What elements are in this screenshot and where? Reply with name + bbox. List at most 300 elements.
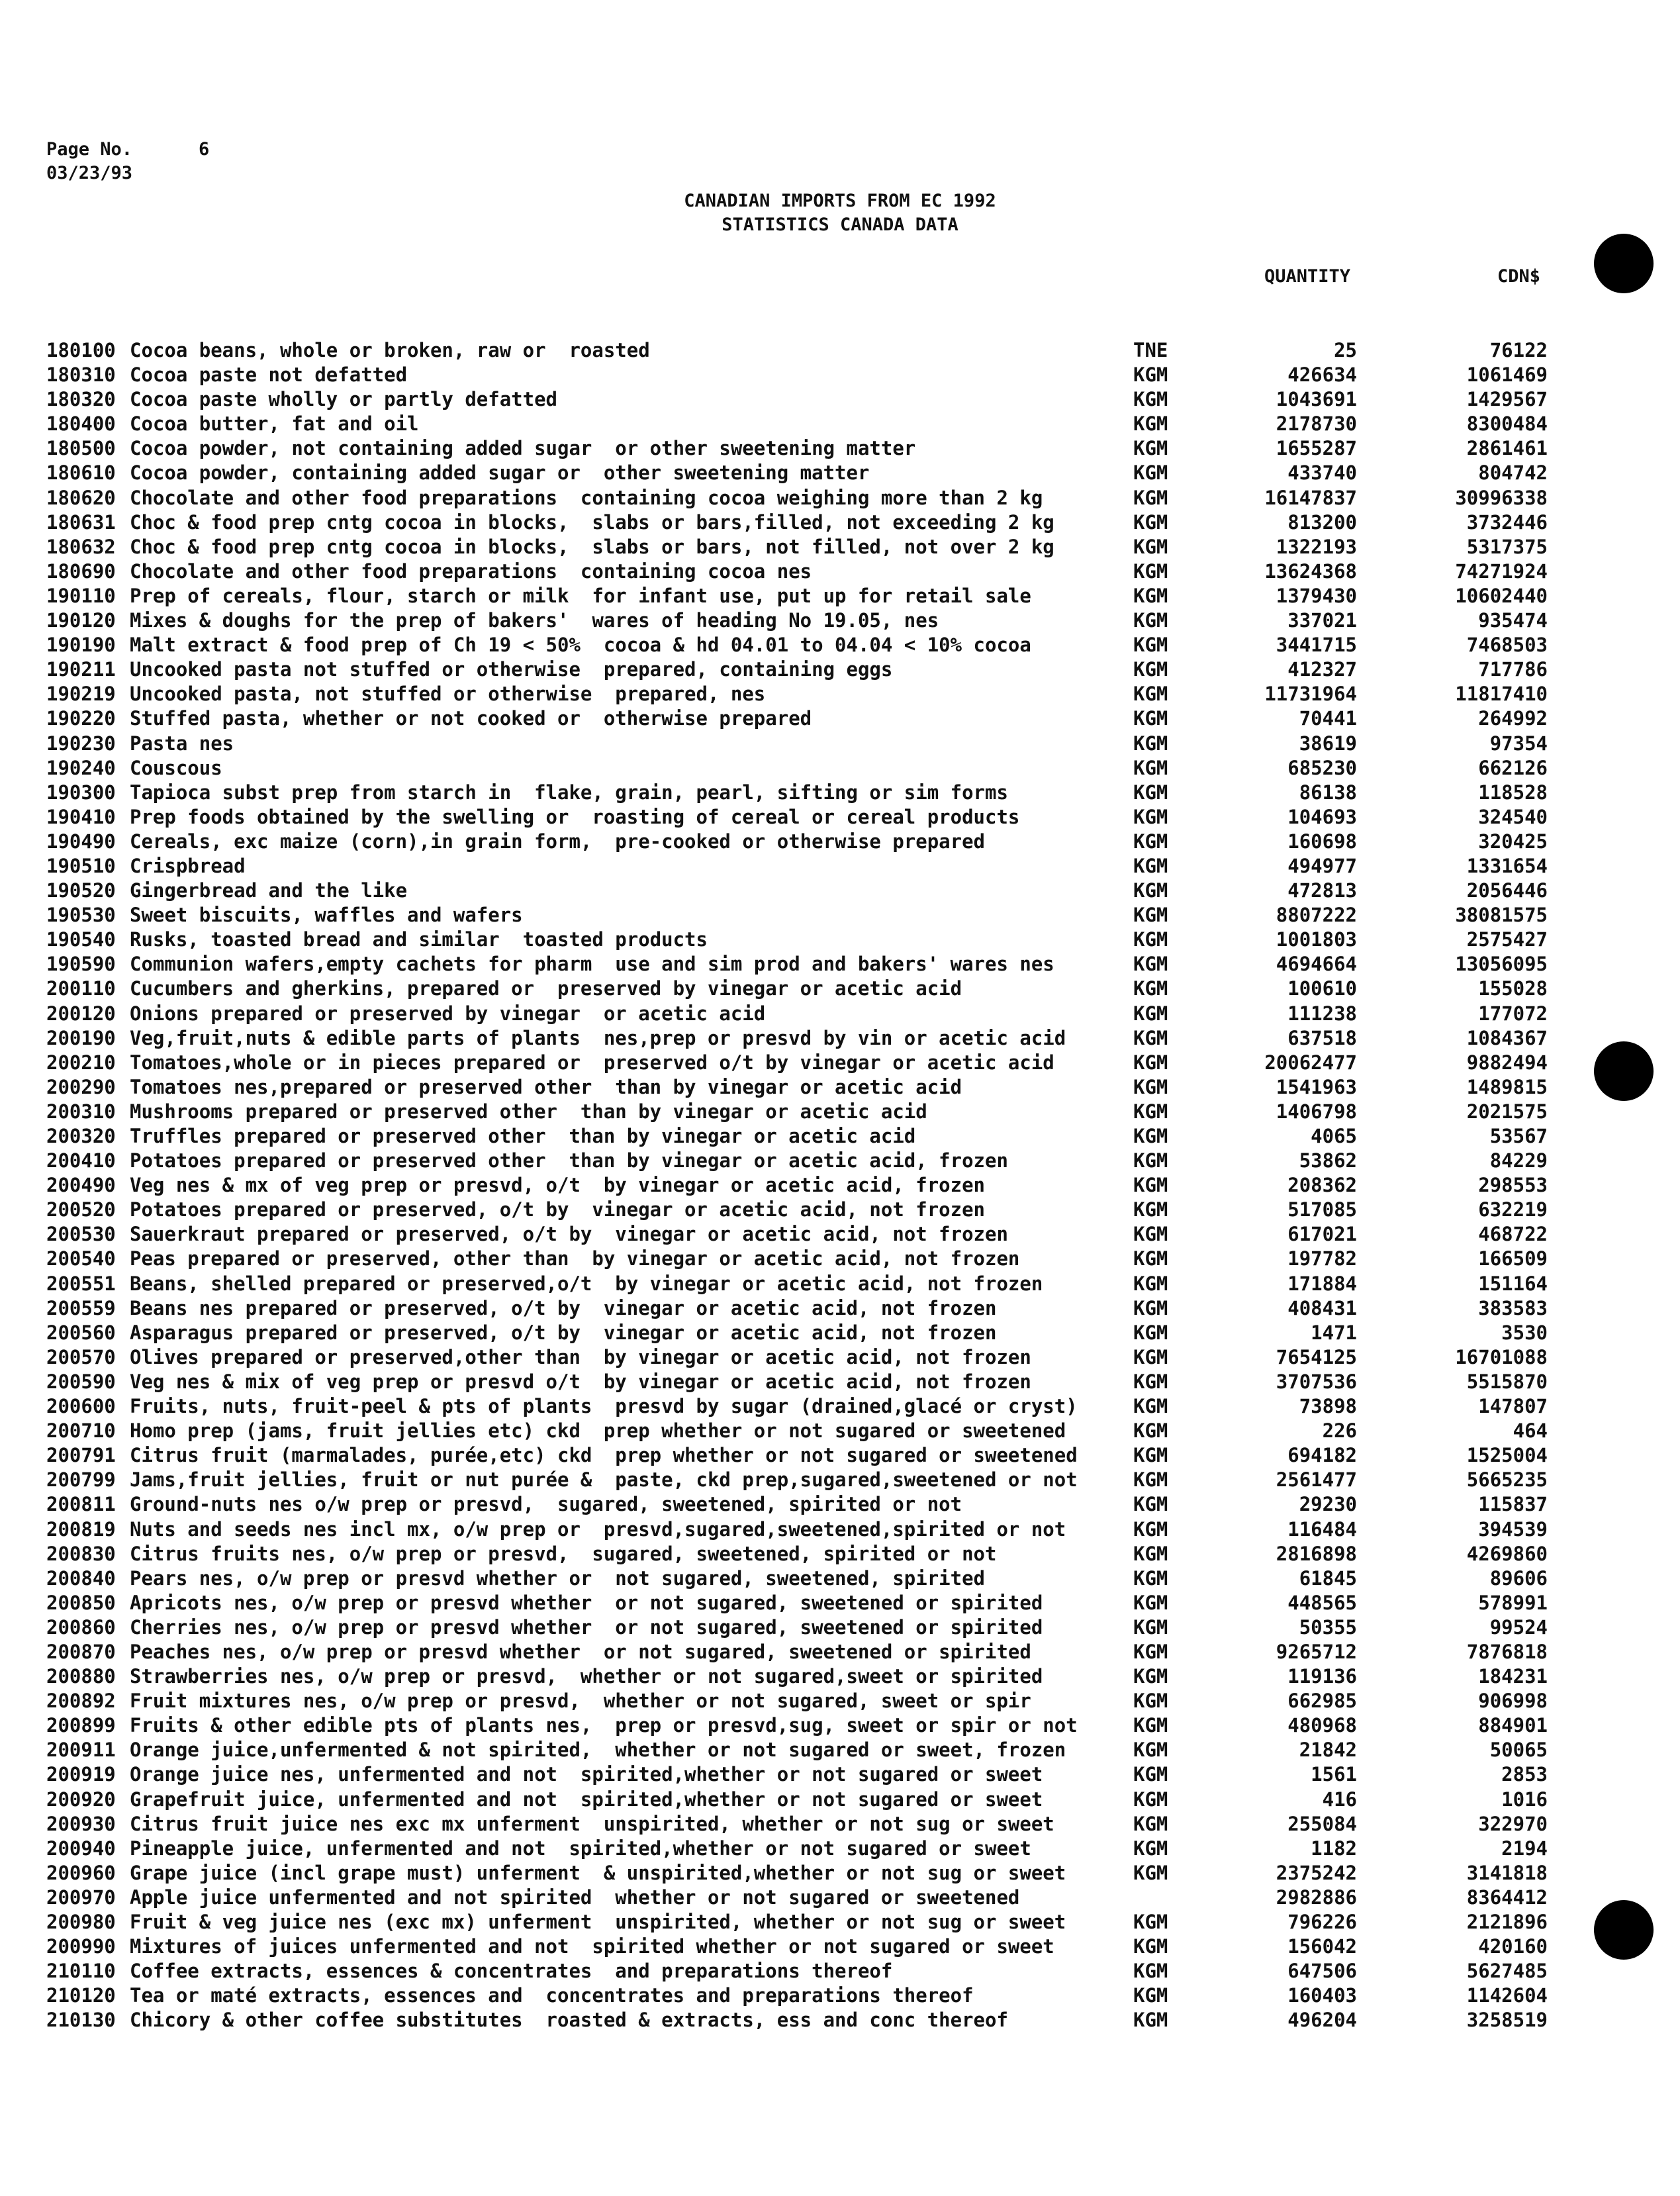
cdn-value: 1084367	[1466, 1026, 1548, 1049]
hs-code: 190110	[46, 584, 116, 607]
table-row	[0, 1615, 1680, 1640]
punch-hole-mark	[1594, 1041, 1654, 1101]
table-row	[0, 584, 1680, 608]
hs-code: 190230	[46, 732, 116, 755]
cdn-value: 50065	[1489, 1739, 1548, 1762]
table-row	[0, 1149, 1680, 1173]
table-row	[0, 1272, 1680, 1296]
commodity-description: Couscous	[130, 756, 222, 779]
commodity-description: Apricots nes, o/w prep or presvd whether or not sugared, sweetened or spirited	[130, 1591, 1043, 1614]
table-row	[0, 657, 1680, 682]
quantity-value: 416	[1322, 1788, 1357, 1811]
unit-of-measure: KGM	[1133, 1321, 1168, 1344]
table-row	[0, 1542, 1680, 1566]
commodity-description: Prep of cereals, flour, starch or milk for infant use, put up for retail sale	[130, 584, 1031, 607]
hs-code: 200850	[46, 1591, 116, 1614]
unit-of-measure: KGM	[1133, 879, 1168, 902]
unit-of-measure: KGM	[1133, 1960, 1168, 1983]
hs-code: 200819	[46, 1517, 116, 1541]
commodity-description: Fruit & veg juice nes (exc mx) unferment unspirited, whether or not sug or sweet	[130, 1911, 1066, 1933]
cdn-value: 4269860	[1466, 1542, 1548, 1565]
quantity-value: 119136	[1287, 1665, 1357, 1688]
commodity-description: Citrus fruit (marmalades, purée,etc) ckd prep whether or not sugared or sweetened	[130, 1444, 1078, 1467]
commodity-description: Cereals, exc maize (corn),in grain form, pre-cooked or otherwise prepared	[130, 830, 986, 853]
unit-of-measure: KGM	[1133, 1100, 1168, 1123]
table-row	[0, 1026, 1680, 1051]
cdn-value: 884901	[1478, 1714, 1548, 1737]
quantity-value: 13624368	[1264, 559, 1357, 583]
table-row	[0, 1910, 1680, 1934]
unit-of-measure: KGM	[1133, 1026, 1168, 1049]
commodity-description: Orange juice nes, unfermented and not spirited,whether or not sugared or sweet	[130, 1763, 1043, 1786]
hs-code: 200120	[46, 1002, 116, 1025]
table-row	[0, 535, 1680, 559]
unit-of-measure: KGM	[1133, 1345, 1168, 1368]
unit-of-measure: KGM	[1133, 1051, 1168, 1074]
commodity-description: Pasta nes	[130, 732, 234, 755]
unit-of-measure: KGM	[1133, 658, 1168, 681]
cdn-value: 717786	[1478, 658, 1548, 681]
hs-code: 200290	[46, 1075, 116, 1098]
cdn-value: 1525004	[1466, 1444, 1548, 1467]
unit-of-measure: KGM	[1133, 1395, 1168, 1418]
quantity-value: 16147837	[1264, 486, 1357, 509]
quantity-value: 73898	[1299, 1395, 1357, 1418]
table-row	[0, 1321, 1680, 1345]
quantity-value: 2561477	[1276, 1468, 1357, 1492]
unit-of-measure: KGM	[1133, 756, 1168, 779]
quantity-value: 662985	[1287, 1690, 1357, 1713]
unit-of-measure: KGM	[1133, 1002, 1168, 1025]
hs-code: 200830	[46, 1542, 116, 1565]
commodity-description: Asparagus prepared or preserved, o/t by vinegar or acetic acid, not frozen	[130, 1321, 997, 1344]
unit-of-measure: KGM	[1133, 2009, 1168, 2032]
hs-code: 200870	[46, 1640, 116, 1663]
quantity-value: 197782	[1287, 1247, 1357, 1270]
table-row	[0, 1345, 1680, 1370]
commodity-description: Cherries nes, o/w prep or presvd whether or not sugared, sweetened or spirited	[130, 1615, 1043, 1639]
cdn-value: 118528	[1478, 781, 1548, 804]
commodity-description: Peaches nes, o/w prep or presvd whether or not sugared, sweetened or spirited	[130, 1640, 1031, 1663]
commodity-description: Grape juice (incl grape must) unferment & unspirited,whether or not sug or sweet	[130, 1861, 1066, 1884]
quantity-value: 433740	[1287, 461, 1357, 485]
cdn-value: 1331654	[1466, 854, 1548, 877]
hs-code: 200570	[46, 1345, 116, 1368]
unit-of-measure: KGM	[1133, 1591, 1168, 1614]
table-row	[0, 1173, 1680, 1198]
table-row	[0, 1713, 1680, 1738]
quantity-value: 100610	[1287, 977, 1357, 1000]
table-row	[0, 1296, 1680, 1321]
quantity-value: 160403	[1287, 1984, 1357, 2007]
page-number: 6	[199, 139, 210, 160]
commodity-description: Truffles prepared or preserved other than by vinegar or acetic acid	[130, 1125, 916, 1147]
quantity-value: 426634	[1287, 363, 1357, 387]
cdn-value: 89606	[1489, 1566, 1548, 1590]
hs-code: 190240	[46, 756, 116, 779]
quantity-value: 496204	[1287, 2009, 1357, 2032]
unit-of-measure: KGM	[1133, 1812, 1168, 1835]
cdn-value: 324540	[1478, 805, 1548, 828]
table-row	[0, 1861, 1680, 1886]
quantity-value: 1043691	[1276, 388, 1357, 411]
report-title: CANADIAN IMPORTS FROM EC 1992	[684, 191, 996, 211]
commodity-description: Ground-nuts nes o/w prep or presvd, sugared, sweetened, spirited or not	[130, 1493, 962, 1516]
unit-of-measure: KGM	[1133, 1542, 1168, 1565]
punch-hole-mark	[1594, 1900, 1654, 1960]
hs-code: 210130	[46, 2009, 116, 2032]
cdn-value: 632219	[1478, 1198, 1548, 1221]
unit-of-measure: KGM	[1133, 535, 1168, 558]
unit-of-measure: KGM	[1133, 1690, 1168, 1713]
cdn-value: 8300484	[1466, 412, 1548, 436]
unit-of-measure: KGM	[1133, 805, 1168, 828]
cdn-value: 2861461	[1466, 437, 1548, 460]
quantity-value: 1561	[1311, 1763, 1357, 1786]
quantity-value: 20062477	[1264, 1051, 1357, 1074]
cdn-value: 3258519	[1466, 2009, 1548, 2032]
hs-code: 180620	[46, 486, 116, 509]
hs-code: 190520	[46, 879, 116, 902]
cdn-value: 935474	[1478, 609, 1548, 632]
quantity-value: 1471	[1311, 1321, 1357, 1344]
table-row	[0, 781, 1680, 805]
quantity-value: 7654125	[1276, 1345, 1357, 1368]
unit-of-measure: KGM	[1133, 1075, 1168, 1098]
unit-of-measure: KGM	[1133, 363, 1168, 387]
table-row	[0, 633, 1680, 657]
unit-of-measure: KGM	[1133, 1370, 1168, 1393]
cdn-value: 322970	[1478, 1812, 1548, 1835]
commodity-description: Tomatoes nes,prepared or preserved other than by vinegar or acetic acid	[130, 1075, 962, 1098]
commodity-description: Fruits & other edible pts of plants nes, prep or presvd,sug, sweet or spir or not	[130, 1714, 1078, 1737]
hs-code: 200600	[46, 1395, 116, 1418]
unit-of-measure: KGM	[1133, 1517, 1168, 1541]
table-row	[0, 732, 1680, 756]
hs-code: 200560	[46, 1321, 116, 1344]
cdn-value: 11817410	[1455, 683, 1548, 706]
hs-code: 180100	[46, 339, 116, 361]
table-row	[0, 1886, 1680, 1910]
hs-code: 200799	[46, 1468, 116, 1492]
commodity-description: Grapefruit juice, unfermented and not spirited,whether or not sugared or sweet	[130, 1788, 1043, 1811]
cdn-value: 804742	[1478, 461, 1548, 485]
unit-of-measure: KGM	[1133, 1296, 1168, 1319]
table-row	[0, 1002, 1680, 1026]
hs-code: 200911	[46, 1739, 116, 1762]
quantity-value: 813200	[1287, 510, 1357, 534]
quantity-value: 171884	[1287, 1272, 1357, 1295]
hs-code: 180500	[46, 437, 116, 460]
hs-code: 200899	[46, 1714, 116, 1737]
commodity-description: Sweet biscuits, waffles and wafers	[130, 904, 523, 927]
cdn-value: 5627485	[1466, 1960, 1548, 1983]
commodity-description: Nuts and seeds nes incl mx, o/w prep or presvd,sugared,sweetened,spirited or not	[130, 1517, 1066, 1541]
cdn-value: 3141818	[1466, 1861, 1548, 1884]
cdn-value: 38081575	[1455, 904, 1548, 927]
cdn-value: 3732446	[1466, 510, 1548, 534]
commodity-description: Choc & food prep cntg cocoa in blocks, slabs or bars,filled, not exceeding 2 kg	[130, 510, 1054, 534]
table-row	[0, 1591, 1680, 1615]
cdn-value: 5515870	[1466, 1370, 1548, 1393]
commodity-description: Citrus fruits nes, o/w prep or presvd, sugared, sweetened, spirited or not	[130, 1542, 997, 1565]
quantity-value: 116484	[1287, 1517, 1357, 1541]
cdn-value: 1142604	[1466, 1984, 1548, 2007]
unit-of-measure: KGM	[1133, 1419, 1168, 1443]
cdn-value: 16701088	[1455, 1345, 1548, 1368]
unit-of-measure: KGM	[1133, 486, 1168, 509]
unit-of-measure: KGM	[1133, 854, 1168, 877]
cdn-value: 97354	[1489, 732, 1548, 755]
quantity-value: 617021	[1287, 1223, 1357, 1246]
commodity-description: Veg,fruit,nuts & edible parts of plants nes,prep or presvd by vin or acetic acid	[130, 1026, 1066, 1049]
quantity-value: 1541963	[1276, 1075, 1357, 1098]
cdn-value: 1016	[1501, 1788, 1548, 1811]
commodity-description: Strawberries nes, o/w prep or presvd, whether or not sugared,sweet or spirited	[130, 1665, 1043, 1688]
cdn-value: 5317375	[1466, 535, 1548, 558]
commodity-description: Citrus fruit juice nes exc mx unferment unspirited, whether or not sug or sweet	[130, 1812, 1054, 1835]
unit-of-measure: KGM	[1133, 1640, 1168, 1663]
table-row	[0, 1100, 1680, 1124]
table-row	[0, 608, 1680, 633]
quantity-value: 337021	[1287, 609, 1357, 632]
hs-code: 200811	[46, 1493, 116, 1516]
unit-of-measure: KGM	[1133, 634, 1168, 657]
column-header-quantity: QUANTITY	[1264, 266, 1351, 287]
unit-of-measure: KGM	[1133, 1984, 1168, 2007]
commodity-description: Potatoes prepared or preserved, o/t by vinegar or acetic acid, not frozen	[130, 1198, 986, 1221]
commodity-description: Cocoa paste wholly or partly defatted	[130, 388, 558, 411]
table-row	[0, 1640, 1680, 1664]
hs-code: 190300	[46, 781, 116, 804]
hs-code: 200892	[46, 1690, 116, 1713]
hs-code: 180320	[46, 388, 116, 411]
unit-of-measure: KGM	[1133, 683, 1168, 706]
table-row	[0, 706, 1680, 731]
cdn-value: 5665235	[1466, 1468, 1548, 1492]
quantity-value: 1379430	[1276, 584, 1357, 607]
quantity-value: 70441	[1299, 707, 1357, 730]
hs-code: 200551	[46, 1272, 116, 1295]
cdn-value: 2056446	[1466, 879, 1548, 902]
cdn-value: 13056095	[1455, 953, 1548, 976]
hs-code: 180631	[46, 510, 116, 534]
table-row	[0, 928, 1680, 952]
hs-code: 180310	[46, 363, 116, 387]
hs-code: 200791	[46, 1444, 116, 1467]
commodity-description: Choc & food prep cntg cocoa in blocks, slabs or bars, not filled, not over 2 kg	[130, 535, 1054, 558]
hs-code: 180690	[46, 559, 116, 583]
cdn-value: 2021575	[1466, 1100, 1548, 1123]
punch-hole-mark	[1594, 234, 1654, 293]
cdn-value: 1429567	[1466, 388, 1548, 411]
quantity-value: 2375242	[1276, 1861, 1357, 1884]
cdn-value: 2853	[1501, 1763, 1548, 1786]
table-row	[0, 1959, 1680, 1983]
table-row	[0, 1664, 1680, 1689]
quantity-value: 38619	[1299, 732, 1357, 755]
hs-code: 200540	[46, 1247, 116, 1270]
unit-of-measure: KGM	[1133, 732, 1168, 755]
quantity-value: 1322193	[1276, 535, 1357, 558]
cdn-value: 468722	[1478, 1223, 1548, 1246]
commodity-description: Mushrooms prepared or preserved other than by vinegar or acetic acid	[130, 1100, 927, 1123]
cdn-value: 74271924	[1455, 559, 1548, 583]
cdn-value: 2575427	[1466, 928, 1548, 951]
table-row	[0, 1124, 1680, 1149]
quantity-value: 4065	[1311, 1125, 1357, 1147]
commodity-description: Peas prepared or preserved, other than by vinegar or acetic acid, not frozen	[130, 1247, 1020, 1270]
hs-code: 190220	[46, 707, 116, 730]
hs-code: 200190	[46, 1026, 116, 1049]
table-row	[0, 805, 1680, 830]
quantity-value: 480968	[1287, 1714, 1357, 1737]
hs-code: 200310	[46, 1100, 116, 1123]
hs-code: 200210	[46, 1051, 116, 1074]
commodity-description: Orange juice,unfermented & not spirited, whether or not sugared or sweet, frozen	[130, 1739, 1066, 1762]
unit-of-measure: KGM	[1133, 437, 1168, 460]
cdn-value: 578991	[1478, 1591, 1548, 1614]
unit-of-measure: KGM	[1133, 1272, 1168, 1295]
unit-of-measure: KGM	[1133, 1493, 1168, 1516]
quantity-value: 647506	[1287, 1960, 1357, 1983]
cdn-value: 2121896	[1466, 1911, 1548, 1933]
unit-of-measure: KGM	[1133, 1615, 1168, 1639]
hs-code: 180400	[46, 412, 116, 436]
quantity-value: 111238	[1287, 1002, 1357, 1025]
quantity-value: 494977	[1287, 854, 1357, 877]
table-row	[0, 1812, 1680, 1837]
quantity-value: 4694664	[1276, 953, 1357, 976]
hs-code: 200860	[46, 1615, 116, 1639]
unit-of-measure: KGM	[1133, 1788, 1168, 1811]
quantity-value: 9265712	[1276, 1640, 1357, 1663]
commodity-description: Cucumbers and gherkins, prepared or preserved by vinegar or acetic acid	[130, 977, 962, 1000]
quantity-value: 2178730	[1276, 412, 1357, 436]
commodity-description: Beans, shelled prepared or preserved,o/t by vinegar or acetic acid, not frozen	[130, 1272, 1043, 1295]
hs-code: 190410	[46, 805, 116, 828]
table-row	[0, 1566, 1680, 1591]
quantity-value: 208362	[1287, 1174, 1357, 1197]
commodity-description: Malt extract & food prep of Ch 19 < 50% cocoa & hd 04.01 to 04.04 < 10% cocoa	[130, 634, 1031, 657]
cdn-value: 662126	[1478, 756, 1548, 779]
hs-code: 190590	[46, 953, 116, 976]
commodity-description: Prep foods obtained by the swelling or roasting of cereal or cereal products	[130, 805, 1020, 828]
commodity-description: Gingerbread and the like	[130, 879, 408, 902]
commodity-description: Uncooked pasta not stuffed or otherwise prepared, containing eggs	[130, 658, 893, 681]
commodity-description: Stuffed pasta, whether or not cooked or otherwise prepared	[130, 707, 812, 730]
table-row	[0, 1443, 1680, 1468]
commodity-description: Apple juice unfermented and not spirited whether or not sugared or sweetened	[130, 1886, 1020, 1909]
hs-code: 200710	[46, 1419, 116, 1443]
hs-code: 190490	[46, 830, 116, 853]
quantity-value: 156042	[1287, 1935, 1357, 1958]
cdn-value: 2194	[1501, 1837, 1548, 1860]
commodity-description: Tea or maté extracts, essences and concentrates and preparations thereof	[130, 1984, 974, 2007]
table-row	[0, 1419, 1680, 1443]
unit-of-measure: KGM	[1133, 1739, 1168, 1762]
cdn-value: 76122	[1489, 339, 1548, 361]
unit-of-measure: KGM	[1133, 830, 1168, 853]
table-row	[0, 1788, 1680, 1812]
commodity-description: Chocolate and other food preparations containing cocoa weighing more than 2 kg	[130, 486, 1043, 509]
commodity-description: Cocoa butter, fat and oil	[130, 412, 419, 436]
cdn-value: 184231	[1478, 1665, 1548, 1688]
hs-code: 200970	[46, 1886, 116, 1909]
quantity-value: 472813	[1287, 879, 1357, 902]
hs-code: 200530	[46, 1223, 116, 1246]
quantity-value: 8807222	[1276, 904, 1357, 927]
table-row	[0, 412, 1680, 436]
commodity-description: Pineapple juice, unfermented and not spirited,whether or not sugared or sweet	[130, 1837, 1031, 1860]
unit-of-measure: KGM	[1133, 1198, 1168, 1221]
quantity-value: 1001803	[1276, 928, 1357, 951]
table-row	[0, 903, 1680, 928]
table-row	[0, 682, 1680, 706]
unit-of-measure: KGM	[1133, 1861, 1168, 1884]
table-row	[0, 486, 1680, 510]
commodity-description: Crispbread	[130, 854, 246, 877]
commodity-description: Potatoes prepared or preserved other than by vinegar or acetic acid, frozen	[130, 1149, 1008, 1172]
commodity-description: Olives prepared or preserved,other than by vinegar or acetic acid, not frozen	[130, 1345, 1031, 1368]
quantity-value: 104693	[1287, 805, 1357, 828]
unit-of-measure: KGM	[1133, 1837, 1168, 1860]
unit-of-measure: KGM	[1133, 1125, 1168, 1147]
commodity-description: Fruit mixtures nes, o/w prep or presvd, whether or not sugared, sweet or spir	[130, 1690, 1031, 1713]
column-header-cdn: CDN$	[1497, 266, 1541, 287]
unit-of-measure: KGM	[1133, 461, 1168, 485]
hs-code: 200840	[46, 1566, 116, 1590]
commodity-description: Veg nes & mx of veg prep or presvd, o/t by vinegar or acetic acid, frozen	[130, 1174, 986, 1197]
commodity-description: Cocoa beans, whole or broken, raw or roasted	[130, 339, 650, 361]
table-row	[0, 1075, 1680, 1100]
cdn-value: 320425	[1478, 830, 1548, 853]
unit-of-measure: KGM	[1133, 707, 1168, 730]
hs-code: 200930	[46, 1812, 116, 1835]
hs-code: 210110	[46, 1960, 116, 1983]
hs-code: 200990	[46, 1935, 116, 1958]
table-row	[0, 879, 1680, 903]
hs-code: 190190	[46, 634, 116, 657]
unit-of-measure: KGM	[1133, 1223, 1168, 1246]
cdn-value: 298553	[1478, 1174, 1548, 1197]
hs-code: 190120	[46, 609, 116, 632]
cdn-value: 464	[1513, 1419, 1548, 1443]
table-row	[0, 1198, 1680, 1222]
quantity-value: 1406798	[1276, 1100, 1357, 1123]
table-row	[0, 1370, 1680, 1394]
quantity-value: 3707536	[1276, 1370, 1357, 1393]
unit-of-measure: KGM	[1133, 928, 1168, 951]
hs-code: 200490	[46, 1174, 116, 1197]
table-row	[0, 338, 1680, 363]
quantity-value: 517085	[1287, 1198, 1357, 1221]
quantity-value: 3441715	[1276, 634, 1357, 657]
cdn-value: 3530	[1501, 1321, 1548, 1344]
commodity-description: Mixes & doughs for the prep of bakers' wares of heading No 19.05, nes	[130, 609, 939, 632]
hs-code: 190211	[46, 658, 116, 681]
hs-code: 200940	[46, 1837, 116, 1860]
report-subtitle: STATISTICS CANADA DATA	[722, 215, 958, 235]
hs-code: 200980	[46, 1911, 116, 1933]
quantity-value: 685230	[1287, 756, 1357, 779]
commodity-description: Cocoa paste not defatted	[130, 363, 408, 387]
commodity-description: Chocolate and other food preparations containing cocoa nes	[130, 559, 812, 583]
commodity-description: Sauerkraut prepared or preserved, o/t by vinegar or acetic acid, not frozen	[130, 1223, 1008, 1246]
unit-of-measure: KGM	[1133, 1444, 1168, 1467]
table-row	[0, 1222, 1680, 1247]
unit-of-measure: KGM	[1133, 412, 1168, 436]
